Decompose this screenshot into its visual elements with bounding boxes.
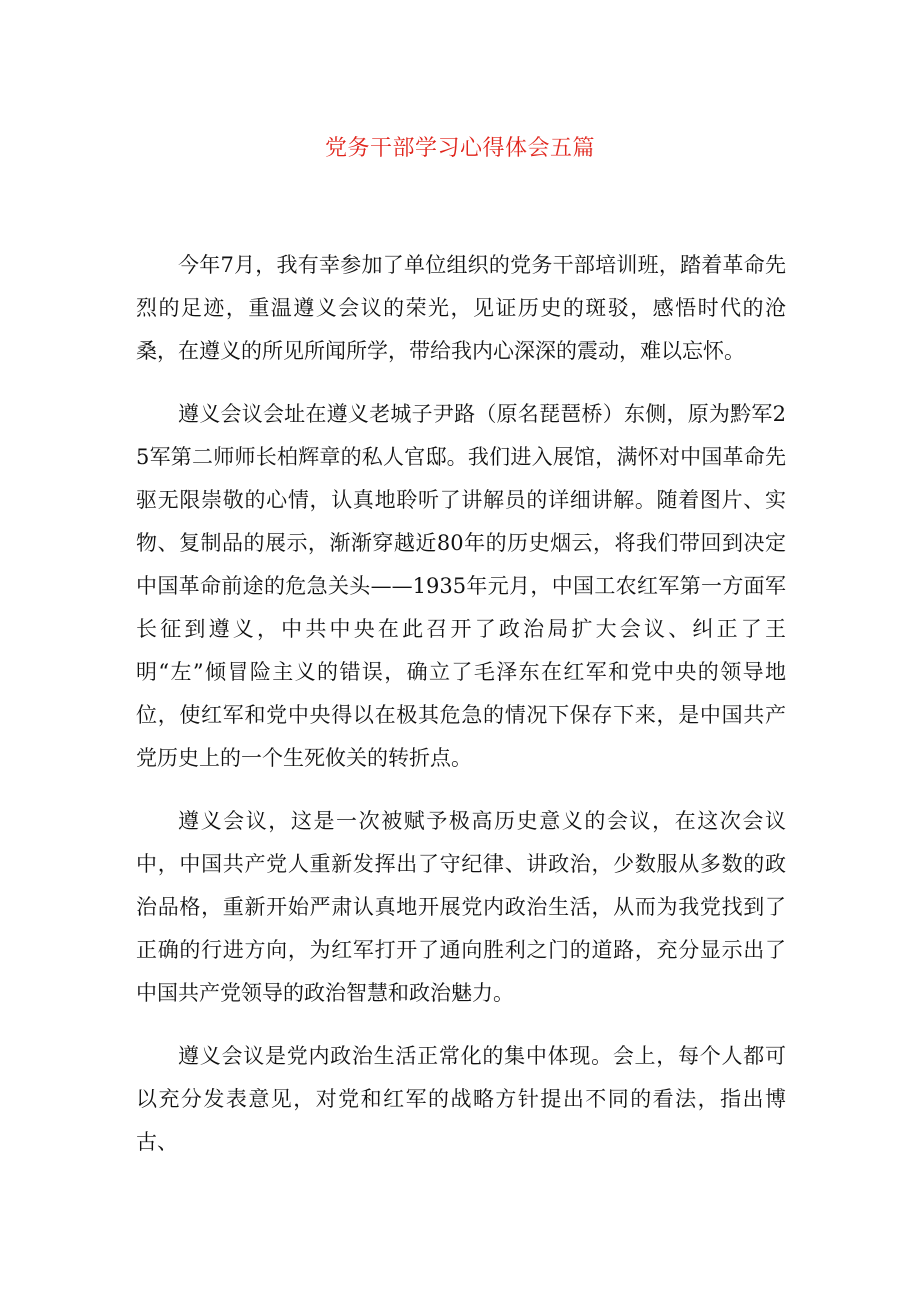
document-title: 党务干部学习心得体会五篇 <box>324 136 595 161</box>
paragraph-2: 遵义会议会址在遵义老城子尹路（原名琵琶桥）东侧，原为黔军25军第二师师长柏辉章的私人官邸。我们进入展馆，满怀对中国革命先驱无限崇敬的心情，认真地聆听了讲解员的详细讲解。随着图片、实物、复制品的展示，渐渐穿越近80年的历史烟云，将我们带回到决定中国革命前途的危急关头——1935年元月，中国工农红军第一方面军长征到遵义，中共中央在此召开了政治局扩大会议、纠正了王明“左”倾冒险主义的错误，确立了毛泽东在红军和党中央的领导地位，使红军和党中央得以在极其危急的情况下保存下来，是中国共产党历史上的一个生死攸关的转折点。 <box>136 402 786 770</box>
paragraph-3: 遵义会议，这是一次被赋予极高历史意义的会议，在这次会议中，中国共产党人重新发挥出了守纪律、讲政治，少数服从多数的政治品格，重新开始严肃认真地开展党内政治生活，从而为我党找到了正确的行进方向，为红军打开了通向胜利之门的道路，充分显示出了中国共产党领导的政治智慧和政治魅力。 <box>136 809 786 1005</box>
paragraph-4: 遵义会议是党内政治生活正常化的集中体现。会上，每个人都可以充分发表意见，对党和红军的战略方针提出不同的看法，指出博古、 <box>136 1044 786 1154</box>
document-body <box>136 244 786 1184</box>
paragraph-1: 今年7月，我有幸参加了单位组织的党务干部培训班，踏着革命先烈的足迹，重温遵义会议的荣光，见证历史的斑驳，感悟时代的沧桑，在遵义的所见所闻所学，带给我内心深深的震动，难以忘怀。 <box>136 253 786 363</box>
